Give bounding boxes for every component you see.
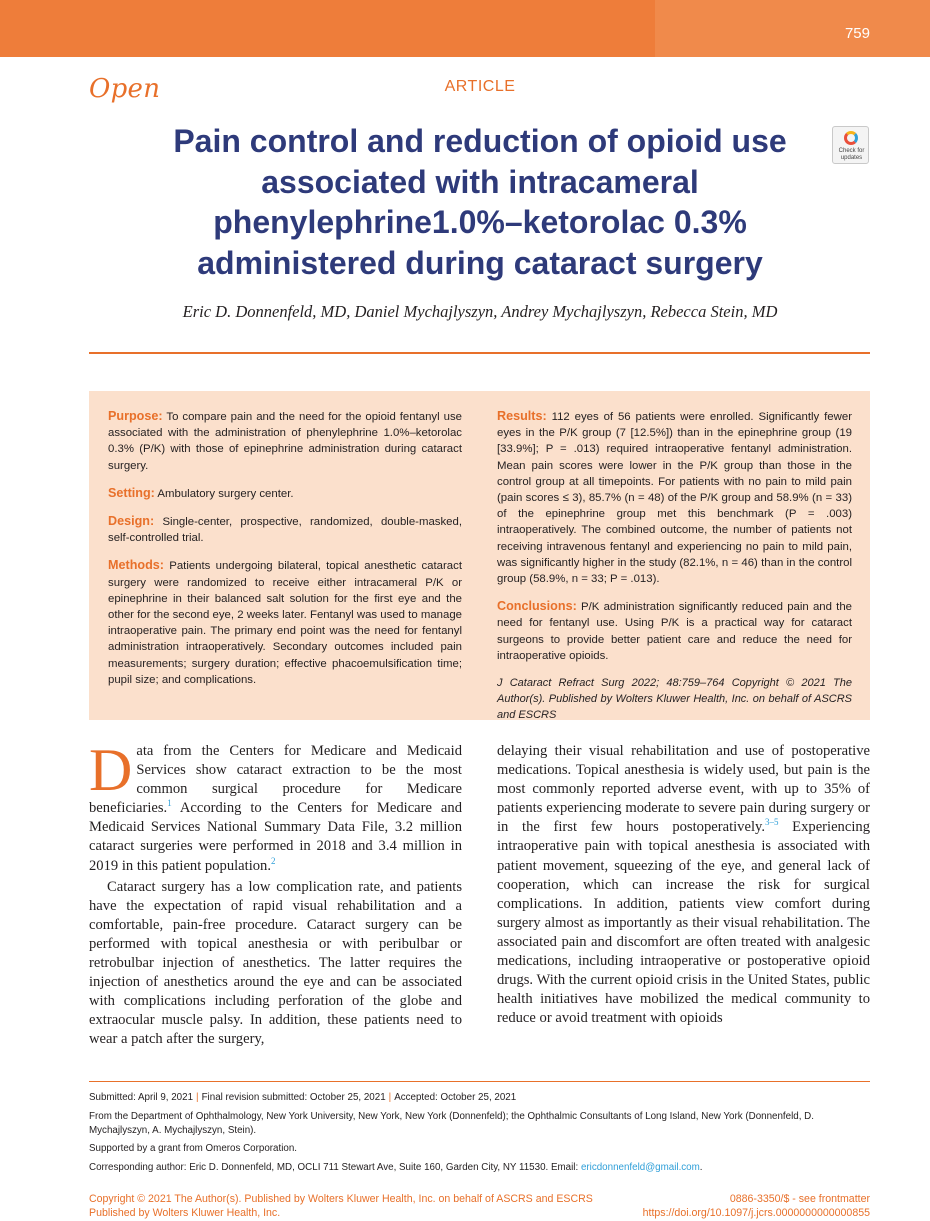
- submission-dates: Submitted: April 9, 2021 | Final revision submitted: October 25, 2021 | Accepted: October 25, 2021: [89, 1092, 517, 1103]
- body-left-column: [89, 737, 462, 1050]
- body-right-column: [497, 742, 870, 1028]
- affiliation-note: From the Department of Ophthalmology, New York University, New York, New York (Donnenfeld); the Ophthalmic Consultants of Long Island, New York (Donnenfeld, D. Mychajlyszyn, A. Mychajlyszyn, Stein).: [89, 1110, 814, 1136]
- publisher-text: Published by Wolters Kluwer Health, Inc.: [89, 1207, 281, 1219]
- open-access-label: Open: [89, 74, 161, 104]
- check-for-updates-badge[interactable]: [832, 126, 869, 164]
- journal-citation: J Cataract Refract Surg 2022; 48:759–764 Copyright © 2021 The Author(s). Published by Wolters Kluwer Health, Inc. on behalf of ASCRS and ESCRS: [497, 677, 852, 722]
- footnotes: [89, 1091, 870, 1180]
- body-paragraph: delaying their visual rehabilitation and use of postoperative medications. Topical anesthesia is widely used, but pain is the most commonly reported adverse event, with up to 35% of patients experiencing moderate to severe pain during surgery or in the first few hours postoperatively.$^{3-5}$ Experiencing intraoperative pain with topical anesthesia is associated with patient movement, squeezing of the eye, and general lack of cooperation, which can increase the risk for surgical complications. In addition, patients view comfort during surgery almost as importantly as their visual rehabilitation. The associated pain and discomfort are often treated with analgesic medications, including intraoperative or postoperative opioid drugs. With the current opioid crisis in the United States, public health initiatives have mobilized the medical community to reduce or avoid treatment with opioids: [497, 743, 870, 1027]
- body-paragraph: Cataract surgery has a low complication rate, and patients have the expectation of rapid visual rehabilitation and a comfortable, pain-free procedure. Cataract surgery can be performed with topical anesthesia or with peribulbar or retrobulbar injection of anesthetics. The latter requires the injection of anesthetics around the eye and can be associated with complications including perforation of the globe and extraocular muscle palsy. In addition, these patients need to wear a patch after the surgery,: [89, 878, 462, 1048]
- reference-link[interactable]: 1: [167, 798, 172, 809]
- abstract-methods: Methods: Patients undergoing bilateral, topical anesthetic cataract surgery were randomized to receive either intracameral P/K or epinephrine in their balanced salt solution for the first eye and the other for the second eye, 2 weeks later. Fentanyl was used to manage intraoperative pain. The primary end point was the need for fentanyl administration intraoperatively. Secondary outcomes included pain measurements; surgery duration; effective phacoemulsification time; pupil size; and complications.: [108, 558, 462, 686]
- abstract-design: Design: Single-center, prospective, randomized, double-masked, self-controlled trial.: [108, 514, 462, 545]
- corresponding-author: Corresponding author: Eric D. Donnenfeld, MD, OCLI 711 Stewart Ave, Suite 160, Garden City, NY 11530. Email: ericdonnenfeld@gmail.com.: [89, 1162, 703, 1174]
- doi-link[interactable]: https://doi.org/10.1097/j.jcrs.0000000000000855: [642, 1207, 870, 1219]
- abstract-purpose: Purpose: To compare pain and the need for the opioid fentanyl use associated with the administration of phenylephrine 1.0%–ketorolac 0.3% (P/K) with those of epinephrine administration during cataract surgery.: [108, 409, 462, 472]
- top-banner-page-area: [655, 0, 930, 57]
- abstract-left-column: [108, 408, 462, 699]
- section-label: ARTICLE: [444, 78, 516, 95]
- title-divider: [89, 352, 870, 354]
- reference-link[interactable]: 3–5: [765, 817, 779, 828]
- issn-text: 0886-3350/$ - see frontmatter: [729, 1193, 870, 1205]
- email-link[interactable]: ericdonnenfeld@gmail.com: [580, 1162, 700, 1174]
- abstract-setting: Setting: Ambulatory surgery center.: [108, 485, 294, 500]
- copyright-text: Copyright © 2021 The Author(s). Published by Wolters Kluwer Health, Inc. on behalf of ASCRS and ESCRS: [89, 1193, 593, 1205]
- author-list: Eric D. Donnenfeld, MD, Daniel Mychajlyszyn, Andrey Mychajlyszyn, Rebecca Stein, MD: [182, 302, 778, 321]
- abstract-conclusions: Conclusions: P/K administration significantly reduced pain and the need for fentanyl use. Using P/K is a practical way for cataract surgeons to provide better patient care and reduce the need for intraoperative opioids.: [497, 599, 853, 662]
- article-title: Pain control and reduction of opioid use associated with intracameral phenylephrine1.0%–ketorolac 0.3% administered during cataract surgery: [173, 123, 787, 281]
- body-paragraph: Data from the Centers for Medicare and Medicaid Services show cataract extraction to be the most common surgical procedure for Medicare beneficiaries.$^1$ According to the Centers for Medicare and Medicaid Services National Summary Data File, 3.2 million cataract surgeries were performed in 2018 and 3.4 million in 2019 in this patient population.$^2$: [89, 737, 462, 874]
- support-note: Supported by a grant from Omeros Corporation.: [89, 1143, 298, 1155]
- top-banner: [0, 0, 930, 57]
- drop-cap: D: [89, 737, 133, 803]
- abstract-right-column: [497, 408, 852, 734]
- reference-link[interactable]: 2: [271, 855, 276, 866]
- check-for-updates-label: Check for updates: [838, 148, 865, 161]
- check-for-updates-icon: [844, 131, 858, 145]
- abstract-box: [89, 391, 870, 720]
- abstract-results: Results: 112 eyes of 56 patients were enrolled. Significantly fewer eyes in the P/K group (7 [12.5%]) than in the epinephrine group (19 [33.9%]; P = .013) required intraoperative fentanyl administration. Mean pain scores were lower in the P/K group than those in the control group at all timepoints. For patients with no pain to mild pain (pain scores ≤ 3), 85.7% (n = 48) of the P/K group and 58.9% (n = 33) of the epinephrine group met this benchmark (P = .003) intraoperatively. The combined outcome, the number of patients not receiving intravenous fentanyl and experiencing no pain to mild pain, was significantly higher in the study (82.1%, n = 46) than in the control group (58.9%, n = 33; P = .013).: [497, 409, 852, 586]
- footer-divider: [89, 1081, 870, 1082]
- page-number: 759: [844, 25, 870, 42]
